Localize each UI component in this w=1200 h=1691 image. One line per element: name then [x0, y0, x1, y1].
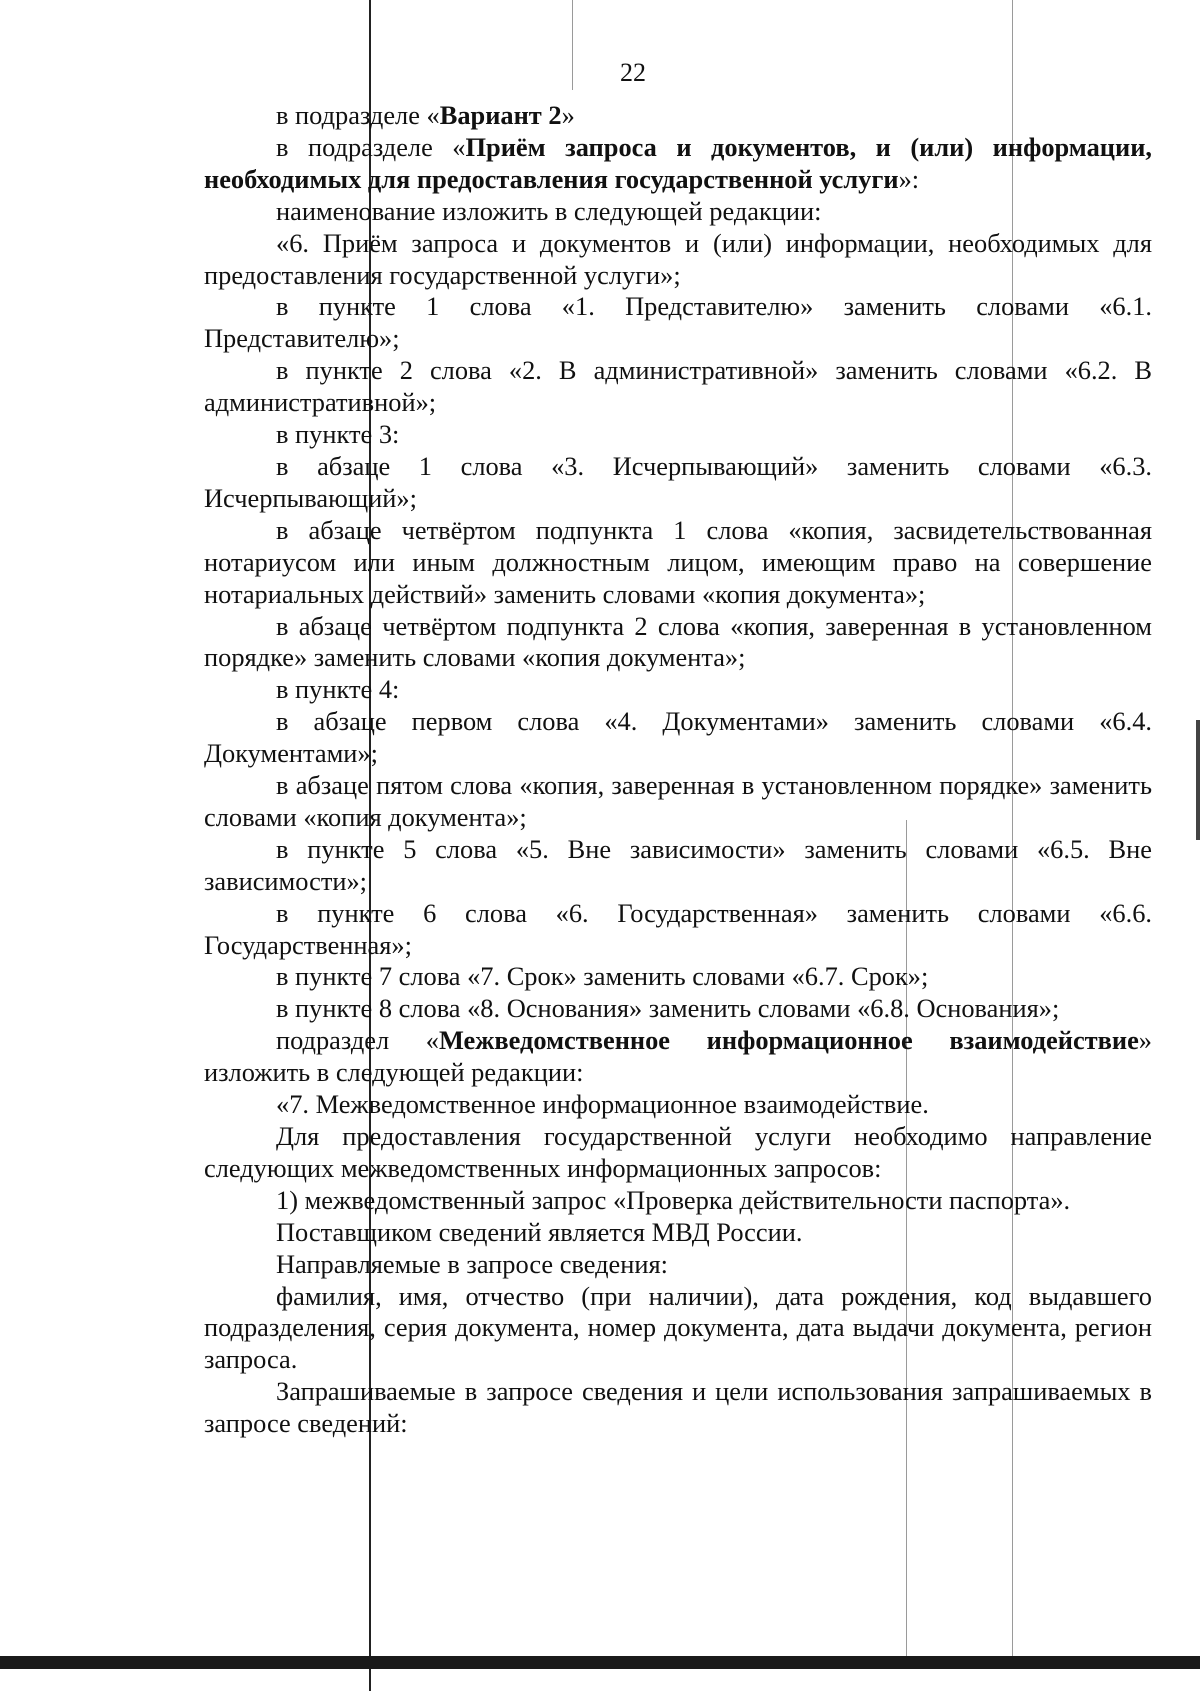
paragraph [204, 611, 1152, 675]
paragraph [204, 451, 1152, 515]
scan-border [1196, 720, 1200, 840]
paragraph [204, 770, 1152, 834]
paragraph-text: наименование изложить в следующей редакции: [276, 195, 822, 226]
bold-heading-ref: Приём запроса и документов, и (или) информации, необходимых для предоставления государственной услуги [204, 131, 1153, 194]
paragraph [204, 1121, 1152, 1185]
paragraph [204, 1217, 1152, 1249]
paragraph-text: Направляемые в запросе сведения: [276, 1248, 668, 1279]
paragraph-text: в абзаце четвёртом подпункта 2 слова «копия, заверенная в установленном порядке» заменить словами «копия документа»; [204, 610, 1152, 673]
paragraph-text: в пункте 7 слова «7. Срок» заменить словами «6.7. Срок»; [276, 961, 929, 992]
paragraph-text: Для предоставления государственной услуги необходимо направление следующих межведомственных информационных запросов: [204, 1121, 1152, 1183]
paragraph-text: » [561, 100, 575, 130]
paragraph [204, 1281, 1152, 1377]
paragraph-text: в подразделе « [276, 100, 440, 130]
paragraph-text: в подразделе « [276, 131, 466, 162]
paragraph-text: в абзаце 1 слова «3. Исчерпывающий» заменить словами «6.3. Исчерпывающий»; [204, 450, 1152, 513]
paragraph-text: в абзаце четвёртом подпункта 1 слова «копия, засвидетельствованная нотариусом или иным должностным лицом, имеющим право на совершение нотариальных действий» заменить словами «копия документа»; [204, 514, 1152, 609]
paragraph [204, 100, 1152, 132]
paragraph-text: в пункте 5 слова «5. Вне зависимости» заменить словами «6.5. Вне зависимости»; [204, 833, 1152, 896]
paragraph-text: в пункте 3: [276, 419, 400, 450]
paragraph [204, 961, 1152, 993]
paragraph [204, 674, 1152, 706]
page-number: 22 [620, 58, 646, 87]
bold-heading-ref: Межведомственное информационное взаимодействие [439, 1025, 1139, 1056]
paragraph-text: в абзаце пятом слова «копия, заверенная в установленном порядке» заменить словами «копия документа»; [204, 770, 1152, 832]
paragraph-text: подраздел « [276, 1025, 439, 1056]
bold-heading-ref: Вариант 2 [439, 100, 562, 130]
paragraph [204, 898, 1152, 962]
paragraph [204, 1376, 1152, 1440]
paragraph-text: «7. Межведомственное информационное взаимодействие. [276, 1089, 929, 1120]
paragraph [204, 196, 1152, 228]
scan-border [0, 1656, 1200, 1669]
paragraph [204, 228, 1152, 292]
paragraph-text: в пункте 1 слова «1. Представителю» заменить словами «6.1. Представителю»; [204, 291, 1152, 354]
paragraph [204, 1249, 1152, 1281]
paragraph-text: Поставщиком сведений является МВД России. [276, 1216, 803, 1247]
paragraph [204, 993, 1152, 1025]
paragraph-text: в пункте 8 слова «8. Основания» заменить словами «6.8. Основания»; [276, 993, 1060, 1024]
paragraph-text: 1) межведомственный запрос «Проверка действительности паспорта». [276, 1184, 1071, 1215]
scan-fold-line [572, 0, 573, 90]
paragraph [204, 132, 1152, 196]
paragraph [204, 419, 1152, 451]
paragraph-text: «6. Приём запроса и документов и (или) информации, необходимых для предоставления государственной услуги»; [204, 227, 1152, 290]
paragraph-text: в пункте 2 слова «2. В административной» заменить словами «6.2. В административной»; [204, 355, 1152, 418]
paragraph [204, 355, 1152, 419]
paragraph [204, 515, 1152, 611]
paragraph-text: фамилия, имя, отчество (при наличии), дата рождения, код выдавшего подразделения, серия документа, номер документа, дата выдачи документа, регион запроса. [204, 1280, 1152, 1375]
paragraph-text: в пункте 6 слова «6. Государственная» заменить словами «6.6. Государственная»; [204, 897, 1152, 960]
paragraph [204, 834, 1152, 898]
paragraph [204, 1185, 1152, 1217]
paragraph [204, 706, 1152, 770]
paragraph [204, 1089, 1152, 1121]
paragraph [204, 291, 1152, 355]
paragraph-text: в пункте 4: [276, 674, 400, 705]
paragraph [204, 1025, 1152, 1089]
paragraph-text: » изложить в следующей редакции: [204, 1025, 1152, 1088]
paragraph-text: в абзаце первом слова «4. Документами» заменить словами «6.4. Документами»; [204, 706, 1152, 769]
paragraph-text: »: [898, 163, 920, 194]
document-body [204, 100, 1152, 1440]
paragraph-text: Запрашиваемые в запросе сведения и цели использования запрашиваемых в запросе сведений: [204, 1376, 1152, 1439]
